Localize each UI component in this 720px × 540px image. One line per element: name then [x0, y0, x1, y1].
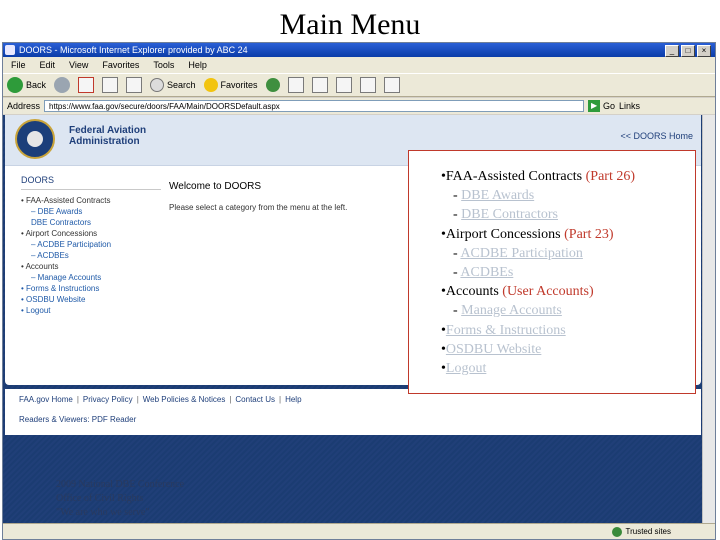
nav-dbe-awards[interactable]: – DBE Awards — [31, 207, 83, 216]
address-bar — [3, 98, 715, 114]
callout-manage-accounts[interactable]: Manage Accounts — [461, 303, 562, 319]
nav-title: DOORS — [21, 175, 161, 190]
nav-acdbe-participation[interactable]: – ACDBE Participation — [31, 240, 112, 249]
callout-text: •FAA-Assisted Contracts — [441, 169, 586, 184]
maximize-button[interactable]: □ — [681, 45, 695, 57]
callout-dash: - — [453, 245, 461, 261]
callout-dash: - — [453, 188, 462, 204]
security-zone — [612, 524, 672, 540]
callout-forms-instructions[interactable]: Forms & Instructions — [445, 322, 566, 338]
callout-acdbe-participation[interactable]: ACDBE Participation — [460, 245, 583, 261]
footer-link-web-policies[interactable]: Web Policies & Notices — [142, 395, 226, 404]
favorites-button[interactable] — [204, 78, 258, 92]
callout-acdbes-row — [441, 263, 687, 282]
callout-osdbu-website[interactable]: OSDBU Website — [445, 341, 542, 357]
callout-dash: - — [453, 303, 462, 319]
callout-airport-concessions — [441, 225, 687, 244]
conference-footnote — [56, 478, 184, 520]
discuss-icon[interactable] — [360, 77, 376, 93]
security-zone-label: Trusted sites — [625, 527, 671, 536]
footer-link-privacy[interactable]: Privacy Policy — [82, 395, 133, 404]
print-icon[interactable] — [312, 77, 328, 93]
nav-faa-assisted-contracts[interactable]: • FAA-Assisted Contracts — [21, 196, 111, 205]
callout-forms-row — [441, 321, 687, 340]
callout-dbe-awards-row — [441, 186, 687, 205]
home-icon[interactable] — [126, 77, 142, 93]
go-label: Go — [603, 101, 616, 111]
footnote-line-1: 2009 National DBE Conference — [56, 479, 185, 490]
favorites-label: Favorites — [220, 80, 258, 90]
callout-accounts — [441, 282, 687, 301]
menu-help[interactable]: Help — [188, 60, 207, 70]
vertical-scrollbar[interactable] — [702, 115, 715, 523]
go-arrow-icon: ▶ — [588, 100, 600, 112]
callout-acdbes[interactable]: ACDBEs — [460, 265, 514, 281]
footer-separator: | — [76, 395, 79, 404]
menu-file[interactable]: File — [11, 60, 26, 70]
nav-logout[interactable]: • Logout — [21, 306, 51, 315]
callout-dash: - — [453, 265, 461, 281]
callout-faa-assisted-contracts — [441, 167, 687, 186]
agency-line-2: Administration — [69, 136, 140, 147]
footer-separator: | — [229, 395, 232, 404]
footer-separator: | — [278, 395, 282, 404]
callout-dbe-contractors-row — [441, 205, 687, 224]
window-controls — [665, 45, 711, 57]
footer-links — [19, 395, 302, 404]
nav-accounts[interactable]: • Accounts — [21, 262, 59, 271]
stop-icon[interactable] — [78, 77, 94, 93]
search-icon — [150, 78, 164, 92]
search-button[interactable] — [150, 78, 196, 92]
back-label: Back — [26, 80, 47, 90]
agency-name[interactable] — [69, 125, 146, 147]
callout-part-23: (Part 23) — [564, 226, 614, 242]
nav-osdbu-website[interactable]: • OSDBU Website — [21, 295, 86, 304]
nav-acdbes[interactable]: – ACDBEs — [31, 251, 69, 260]
close-button[interactable]: × — [697, 45, 711, 57]
footer-separator: | — [136, 395, 139, 404]
nav-dbe-contractors[interactable]: DBE Contractors — [31, 218, 92, 227]
history-icon[interactable] — [266, 78, 280, 92]
back-arrow-icon — [7, 77, 23, 93]
menu-tools[interactable]: Tools — [153, 60, 175, 70]
callout-bullet: • — [441, 361, 446, 377]
footnote-line-2: Office of Civil Rights — [56, 493, 144, 504]
callout-bullet: • — [441, 341, 446, 357]
footnote-line-3: "We are who we serve" — [56, 507, 150, 518]
callout-logout[interactable]: Logout — [445, 361, 487, 377]
callout-acdbe-participation-row — [441, 244, 687, 263]
forward-arrow-icon[interactable] — [54, 77, 70, 93]
menu-edit[interactable]: Edit — [39, 60, 56, 70]
faa-seal-icon — [15, 119, 55, 159]
status-bar — [3, 523, 715, 540]
menu-favorites[interactable]: Favorites — [102, 60, 140, 70]
callout-text: •Accounts — [441, 284, 503, 300]
doors-home-link[interactable]: << DOORS Home — [620, 131, 693, 141]
menu-view[interactable]: View — [69, 60, 89, 70]
messenger-icon[interactable] — [384, 77, 400, 93]
window-titlebar — [3, 43, 715, 57]
star-icon — [204, 78, 218, 92]
nav-forms-instructions[interactable]: • Forms & Instructions — [21, 284, 100, 293]
readers-viewers[interactable]: Readers & Viewers: PDF Reader — [19, 415, 137, 424]
refresh-icon[interactable] — [102, 77, 118, 93]
callout-dash: - — [453, 207, 462, 223]
callout-dbe-contractors[interactable]: DBE Contractors — [461, 207, 558, 223]
links-label[interactable]: Links — [619, 101, 641, 111]
callout-text: •Airport Concessions — [441, 226, 565, 242]
slide-title: Main Menu — [279, 8, 421, 41]
menu-callout — [408, 150, 696, 394]
nav-manage-accounts[interactable]: – Manage Accounts — [31, 273, 102, 282]
footer-link-faa-home[interactable]: FAA.gov Home — [19, 395, 73, 404]
callout-bullet: • — [441, 322, 446, 338]
search-label: Search — [167, 80, 196, 90]
toolbar — [3, 73, 715, 97]
callout-manage-accounts-row — [441, 301, 687, 320]
callout-osdbu-row — [441, 340, 687, 359]
mail-icon[interactable] — [288, 77, 304, 93]
callout-dbe-awards[interactable]: DBE Awards — [461, 188, 535, 204]
ie-app-icon — [5, 45, 15, 55]
callout-logout-row — [441, 359, 687, 378]
callout-part-26: (Part 26) — [585, 169, 636, 184]
address-label: Address — [7, 101, 41, 111]
address-input[interactable]: https://www.faa.gov/secure/doors/FAA/Main/DOORSDefault.aspx — [44, 100, 584, 112]
footer-link-contact[interactable]: Contact Us — [235, 395, 275, 404]
menu-bar — [3, 57, 715, 73]
edit-icon[interactable] — [336, 77, 352, 93]
go-button[interactable] — [588, 98, 615, 114]
callout-user-accounts: (User Accounts) — [502, 284, 594, 300]
left-nav — [21, 175, 161, 317]
site-footer — [5, 389, 701, 435]
window-title: DOORS - Microsoft Internet Explorer provided by ABC 24 — [19, 45, 248, 55]
agency-line-1: Federal Aviation — [69, 125, 147, 136]
minimize-button[interactable]: _ — [665, 45, 679, 57]
back-button[interactable] — [7, 77, 46, 93]
trusted-sites-icon — [612, 527, 622, 537]
welcome-title: Welcome to DOORS — [169, 181, 262, 192]
welcome-text: Please select a category from the menu at the left. — [169, 203, 348, 212]
footer-link-help[interactable]: Help — [285, 395, 302, 404]
nav-airport-concessions[interactable]: • Airport Concessions — [21, 229, 98, 238]
